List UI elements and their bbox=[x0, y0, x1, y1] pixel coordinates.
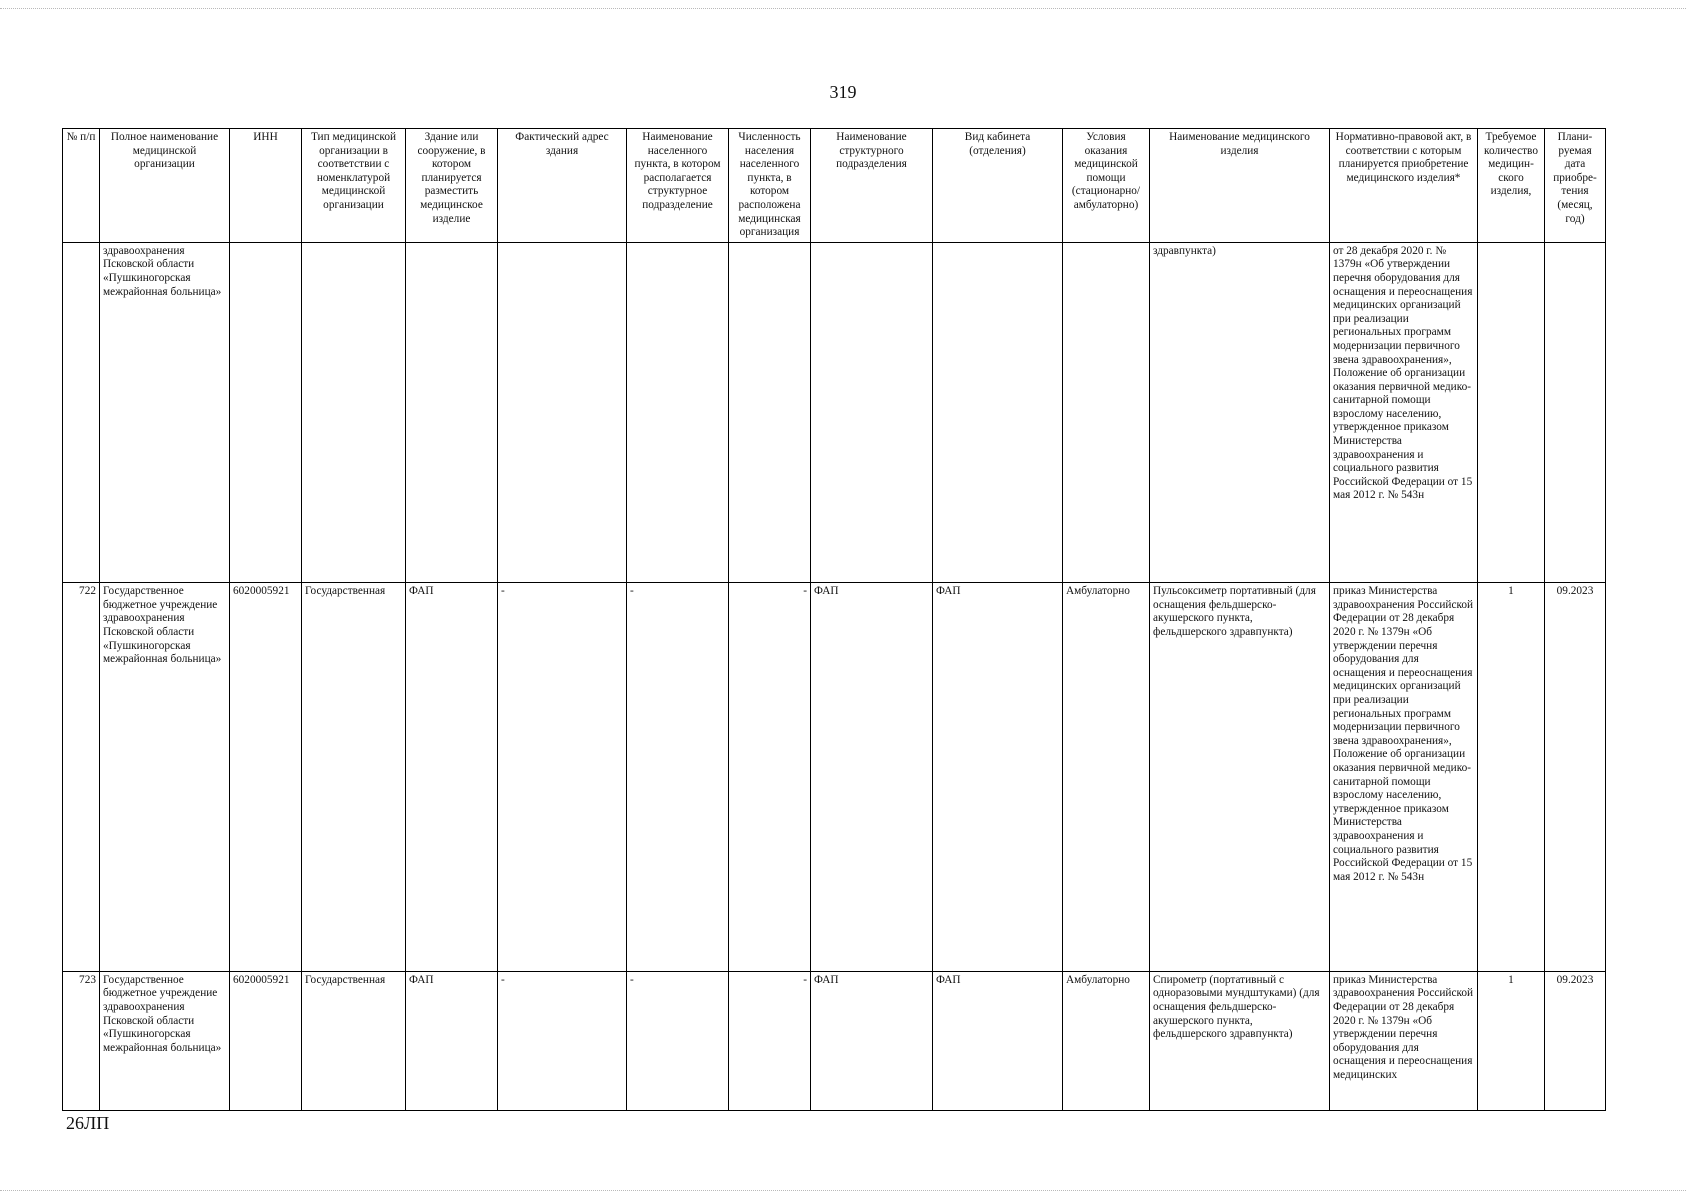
header-conditions: Условия оказания медицинской помощи (стационарно/ амбулаторно) bbox=[1063, 129, 1150, 243]
header-building: Здание или сооружение, в котором планируется разместить медицинское изделие bbox=[406, 129, 498, 243]
header-population: Численность населения населенного пункта, в котором расположена медицинская организация bbox=[729, 129, 811, 243]
header-settlement: Наименование населенного пункта, в котором располагается структурное подразделение bbox=[627, 129, 729, 243]
header-quantity: Требуемое количество медицин-ского изделия, bbox=[1478, 129, 1545, 243]
page-number: 319 bbox=[829, 82, 857, 102]
cell-cabinet: ФАП bbox=[933, 971, 1063, 1110]
cell-structural-unit bbox=[811, 242, 933, 582]
header-organization: Полное наименование медицинской организации bbox=[100, 129, 230, 243]
header-org-type: Тип медицинской организации в соответствии с номенклатурой медицинской организации bbox=[302, 129, 406, 243]
cell-number bbox=[63, 242, 100, 582]
cell-quantity: 1 bbox=[1478, 971, 1545, 1110]
cell-structural-unit: ФАП bbox=[811, 583, 933, 972]
cell-device: Пульсоксиметр портативный (для оснащения фельдшерско-акушерского пункта, фельдшерского здравпункта) bbox=[1150, 583, 1330, 972]
cell-building: ФАП bbox=[406, 583, 498, 972]
cell-building bbox=[406, 242, 498, 582]
cell-population bbox=[729, 242, 811, 582]
header-date: Плани-руемая дата приобре-тения (месяц, год) bbox=[1545, 129, 1606, 243]
cell-organization: Государственное бюджетное учреждение здравоохранения Псковской области «Пушкиногорская межрайонная больница» bbox=[100, 583, 230, 972]
equipment-table bbox=[62, 128, 1606, 1111]
cell-settlement bbox=[627, 242, 729, 582]
cell-address: - bbox=[498, 583, 627, 972]
header-cabinet: Вид кабинета (отделения) bbox=[933, 129, 1063, 243]
header-legal-act: Нормативно-правовой акт, в соответствии с которым планируется приобретение медицинского изделия* bbox=[1330, 129, 1478, 243]
cell-population: - bbox=[729, 971, 811, 1110]
cell-conditions: Амбулаторно bbox=[1063, 971, 1150, 1110]
cell-date bbox=[1545, 242, 1606, 582]
cell-date: 09.2023 bbox=[1545, 971, 1606, 1110]
cell-org-type bbox=[302, 242, 406, 582]
table-row bbox=[63, 583, 1606, 972]
cell-cabinet bbox=[933, 242, 1063, 582]
header-number: № п/п bbox=[63, 129, 100, 243]
cell-population: - bbox=[729, 583, 811, 972]
cell-legal-act: приказ Министерства здравоохранения Российской Федерации от 28 декабря 2020 г. № 1379н «Об утверждении перечня оборудования для оснащения и переоснащения медицинских организаций при реализации региональных программ модернизации первичного звена здравоохранения», Положение об организации оказания первичной медико-санитарной помощи взрослому населению, утвержденное приказом Министерства здравоохранения и социального развития Российской Федерации от 15 мая 2012 г. № 543н bbox=[1330, 583, 1478, 972]
cell-org-type: Государственная bbox=[302, 971, 406, 1110]
table-row bbox=[63, 242, 1606, 582]
cell-date: 09.2023 bbox=[1545, 583, 1606, 972]
cell-organization: здравоохранения Псковской области «Пушкиногорская межрайонная больница» bbox=[100, 242, 230, 582]
scan-edge-bottom bbox=[0, 1190, 1686, 1191]
header-address: Фактический адрес здания bbox=[498, 129, 627, 243]
cell-address: - bbox=[498, 971, 627, 1110]
cell-device: здравпункта) bbox=[1150, 242, 1330, 582]
cell-quantity: 1 bbox=[1478, 583, 1545, 972]
cell-inn: 6020005921 bbox=[230, 971, 302, 1110]
footer-code: 26ЛП bbox=[66, 1113, 110, 1133]
cell-building: ФАП bbox=[406, 971, 498, 1110]
cell-device: Спирометр (портативный с одноразовыми мундштуками) (для оснащения фельдшерско-акушерского пункта, фельдшерского здравпункта) bbox=[1150, 971, 1330, 1110]
header-device: Наименование медицинского изделия bbox=[1150, 129, 1330, 243]
header-structural-unit: Наименование структурного подразделения bbox=[811, 129, 933, 243]
cell-organization: Государственное бюджетное учреждение здравоохранения Псковской области «Пушкиногорская межрайонная больница» bbox=[100, 971, 230, 1110]
header-inn: ИНН bbox=[230, 129, 302, 243]
table-row bbox=[63, 971, 1606, 1110]
cell-structural-unit: ФАП bbox=[811, 971, 933, 1110]
table-header-row bbox=[63, 129, 1606, 243]
cell-settlement: - bbox=[627, 971, 729, 1110]
cell-conditions bbox=[1063, 242, 1150, 582]
scan-edge-top bbox=[0, 8, 1686, 9]
cell-settlement: - bbox=[627, 583, 729, 972]
cell-inn: 6020005921 bbox=[230, 583, 302, 972]
cell-conditions: Амбулаторно bbox=[1063, 583, 1150, 972]
cell-inn bbox=[230, 242, 302, 582]
cell-legal-act: приказ Министерства здравоохранения Российской Федерации от 28 декабря 2020 г. № 1379н «Об утверждении перечня оборудования для оснащения и переоснащения медицинских bbox=[1330, 971, 1478, 1110]
cell-org-type: Государственная bbox=[302, 583, 406, 972]
cell-number: 722 bbox=[63, 583, 100, 972]
cell-quantity bbox=[1478, 242, 1545, 582]
cell-legal-act: от 28 декабря 2020 г. № 1379н «Об утверждении перечня оборудования для оснащения и переоснащения медицинских организаций при реализации региональных программ модернизации первичного звена здравоохранения», Положение об организации оказания первичной медико-санитарной помощи взрослому населению, утвержденное приказом Министерства здравоохранения и социального развития Российской Федерации от 15 мая 2012 г. № 543н bbox=[1330, 242, 1478, 582]
cell-address bbox=[498, 242, 627, 582]
cell-number: 723 bbox=[63, 971, 100, 1110]
cell-cabinet: ФАП bbox=[933, 583, 1063, 972]
